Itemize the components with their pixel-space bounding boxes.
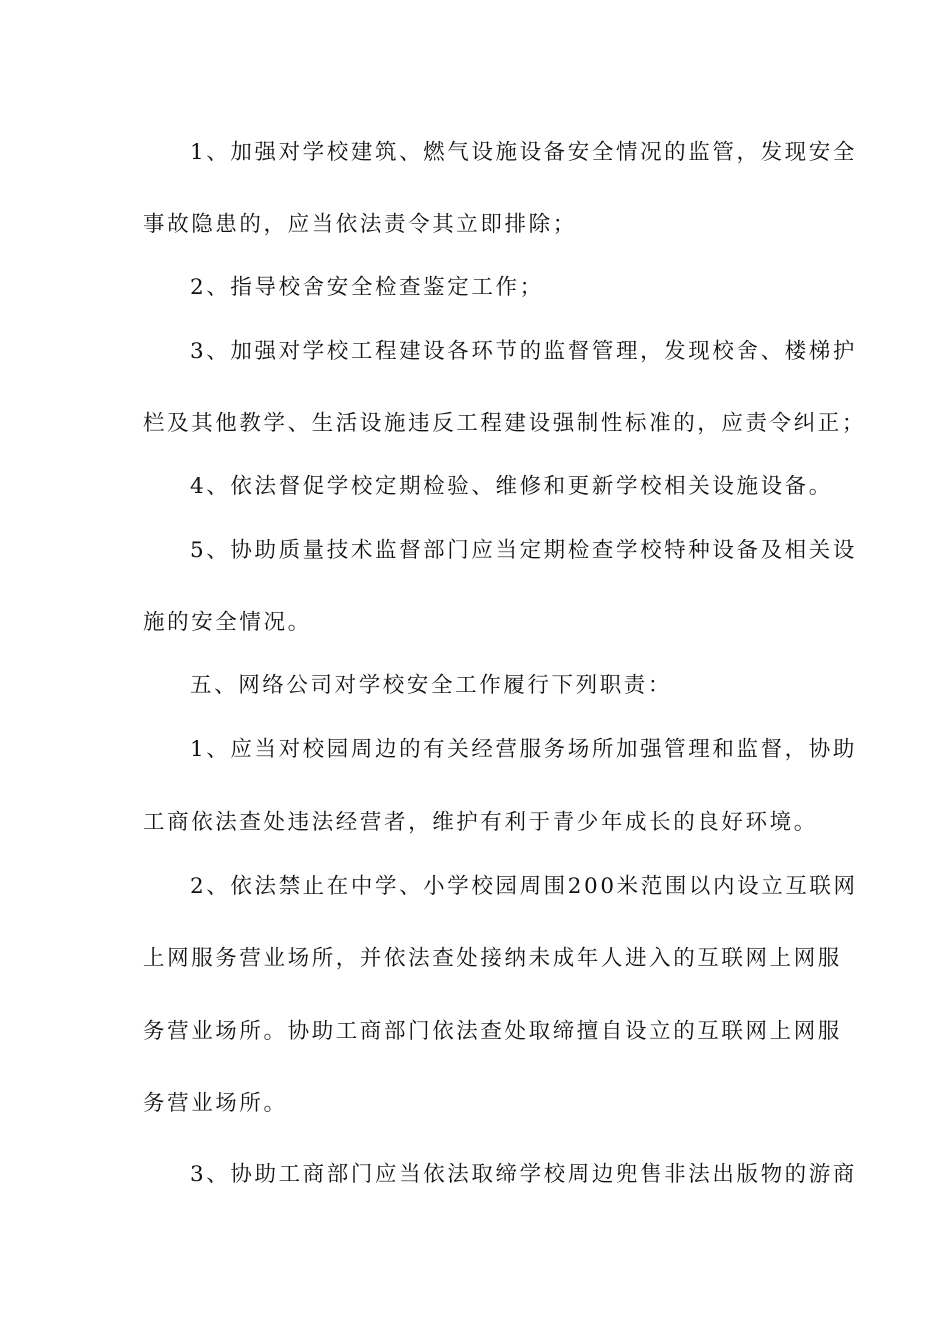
paragraph-3-line-1: 3、加强对学校工程建设各环节的监督管理，发现校舍、楼梯护 bbox=[190, 339, 857, 364]
paragraph-1-line-1: 1、加强对学校建筑、燃气设施设备安全情况的监管，发现安全 bbox=[190, 140, 857, 165]
paragraph-4-line-1: 4、依法督促学校定期检验、维修和更新学校相关设施设备。 bbox=[190, 474, 833, 499]
paragraph-7-line-4: 务营业场所。 bbox=[143, 1091, 288, 1116]
paragraph-5-line-2: 施的安全情况。 bbox=[143, 610, 312, 635]
paragraph-6-line-2: 工商依法查处违法经营者，维护有利于青少年成长的良好环境。 bbox=[143, 810, 818, 835]
paragraph-6-line-1: 1、应当对校园周边的有关经营服务场所加强管理和监督，协助 bbox=[190, 737, 857, 762]
section-five-heading: 五、网络公司对学校安全工作履行下列职责： bbox=[190, 673, 673, 698]
paragraph-5-line-1: 5、协助质量技术监督部门应当定期检查学校特种设备及相关设 bbox=[190, 538, 857, 563]
paragraph-1-line-2: 事故隐患的，应当依法责令其立即排除； bbox=[143, 212, 577, 237]
paragraph-7-line-1: 2、依法禁止在中学、小学校园周围200米范围以内设立互联网 bbox=[190, 874, 858, 899]
paragraph-3-line-2: 栏及其他教学、生活设施违反工程建设强制性标准的，应责令纠正； bbox=[143, 411, 867, 436]
paragraph-2-line-1: 2、指导校舍安全检查鉴定工作； bbox=[190, 275, 544, 300]
paragraph-7-line-2: 上网服务营业场所，并依法查处接纳未成年人进入的互联网上网服 bbox=[143, 946, 842, 971]
paragraph-8-line-1: 3、协助工商部门应当依法取缔学校周边兜售非法出版物的游商 bbox=[190, 1162, 857, 1187]
paragraph-7-line-3: 务营业场所。协助工商部门依法查处取缔擅自设立的互联网上网服 bbox=[143, 1019, 842, 1044]
